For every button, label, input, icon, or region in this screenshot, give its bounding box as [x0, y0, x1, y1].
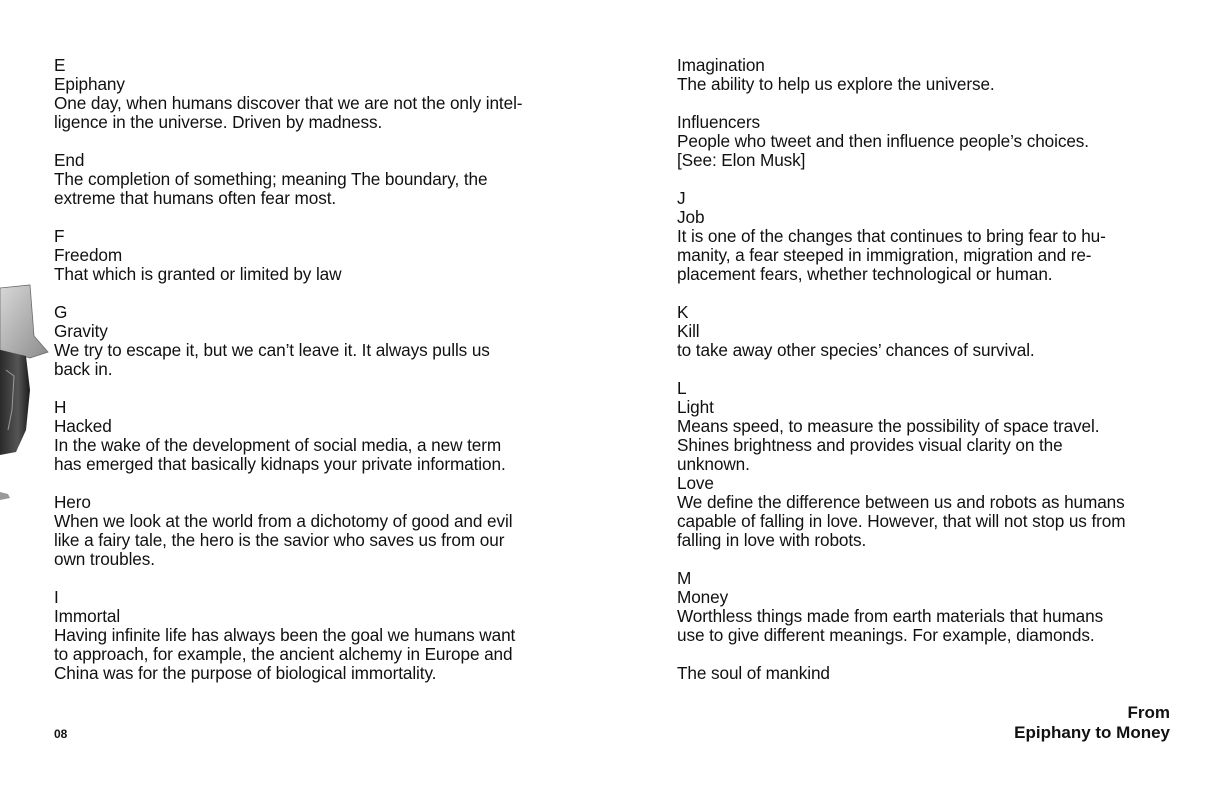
glossary-term: Money [677, 587, 729, 607]
definition-line: Worthless things made from earth materials that humans [677, 606, 1104, 626]
section-letter: G [54, 302, 68, 322]
glossary-term: Influencers [677, 112, 760, 132]
glossary-term: Gravity [54, 321, 108, 341]
section-letter: M [677, 568, 692, 588]
definition-line: We define the difference between us and robots as humans [677, 492, 1125, 512]
definition-line: Shines brightness and provides visual clarity on the [677, 435, 1063, 455]
glossary-column-right [677, 56, 1177, 683]
definition-line: placement fears, whether technological or human. [677, 264, 1053, 284]
definition-line: like a fairy tale, the hero is the savior who saves us from our [54, 530, 505, 550]
section-letter: E [54, 55, 66, 75]
spacer [54, 132, 574, 151]
glossary-term: Hacked [54, 416, 112, 436]
definition-line: falling in love with robots. [677, 530, 867, 550]
definition-line: own troubles. [54, 549, 155, 569]
glossary-term: Kill [677, 321, 700, 341]
glossary-term: Epiphany [54, 74, 125, 94]
glossary-term: Light [677, 397, 714, 417]
definition-line: People who tweet and then influence people’s choices. [677, 131, 1089, 151]
definition-line: That which is granted or limited by law [54, 264, 342, 284]
spacer [677, 550, 1177, 569]
section-letter: F [54, 226, 65, 246]
running-title-line-1: From [1127, 703, 1170, 722]
section-letter: L [677, 378, 687, 398]
section-letter: K [677, 302, 689, 322]
figure-illustration-fragment [0, 280, 52, 510]
definition-line: China was for the purpose of biological immortality. [54, 663, 437, 683]
definition-line: extreme that humans often fear most. [54, 188, 337, 208]
definition-line: It is one of the changes that continues to bring fear to hu- [677, 226, 1106, 246]
definition-line: In the wake of the development of social media, a new term [54, 435, 502, 455]
spacer [677, 645, 1177, 664]
glossary-term: Immortal [54, 606, 121, 626]
glossary-column-left [54, 56, 574, 683]
spacer [677, 94, 1177, 113]
definition-line: The completion of something; meaning The boundary, the [54, 169, 488, 189]
spacer [677, 360, 1177, 379]
section-letter: J [677, 188, 686, 208]
definition-line: Means speed, to measure the possibility of space travel. [677, 416, 1100, 436]
glossary-term: Freedom [54, 245, 123, 265]
definition-line: The soul of mankind [677, 663, 830, 683]
spacer [54, 474, 574, 493]
spacer [677, 284, 1177, 303]
definition-line: to take away other species’ chances of survival. [677, 340, 1035, 360]
spacer [54, 284, 574, 303]
running-title-line-2: Epiphany to Money [1014, 723, 1170, 742]
running-title [1014, 703, 1170, 743]
definition-line: Having infinite life has always been the goal we humans want [54, 625, 516, 645]
definition-line: ligence in the universe. Driven by madness. [54, 112, 383, 132]
definition-line: One day, when humans discover that we are not the only intel- [54, 93, 523, 113]
definition-line: The ability to help us explore the universe. [677, 74, 995, 94]
definition-line: We try to escape it, but we can’t leave it. It always pulls us [54, 340, 490, 360]
page-number: 08 [54, 727, 68, 741]
glossary-term: End [54, 150, 85, 170]
section-letter: I [54, 587, 59, 607]
definition-line: unknown. [677, 454, 750, 474]
section-letter: H [54, 397, 67, 417]
spacer [677, 170, 1177, 189]
glossary-term: Hero [54, 492, 91, 512]
spacer [54, 208, 574, 227]
definition-line: to approach, for example, the ancient alchemy in Europe and [54, 644, 513, 664]
definition-line: manity, a fear steeped in immigration, migration and re- [677, 245, 1092, 265]
definition-line: capable of falling in love. However, that will not stop us from [677, 511, 1126, 531]
glossary-term: Imagination [677, 55, 765, 75]
definition-line: use to give different meanings. For example, diamonds. [677, 625, 1095, 645]
definition-line: has emerged that basically kidnaps your private information. [54, 454, 506, 474]
glossary-term: Love [677, 473, 714, 493]
spacer [54, 569, 574, 588]
glossary-term: Job [677, 207, 705, 227]
definition-line: back in. [54, 359, 113, 379]
definition-line: [See: Elon Musk] [677, 150, 806, 170]
definition-line: When we look at the world from a dichotomy of good and evil [54, 511, 513, 531]
spacer [54, 379, 574, 398]
